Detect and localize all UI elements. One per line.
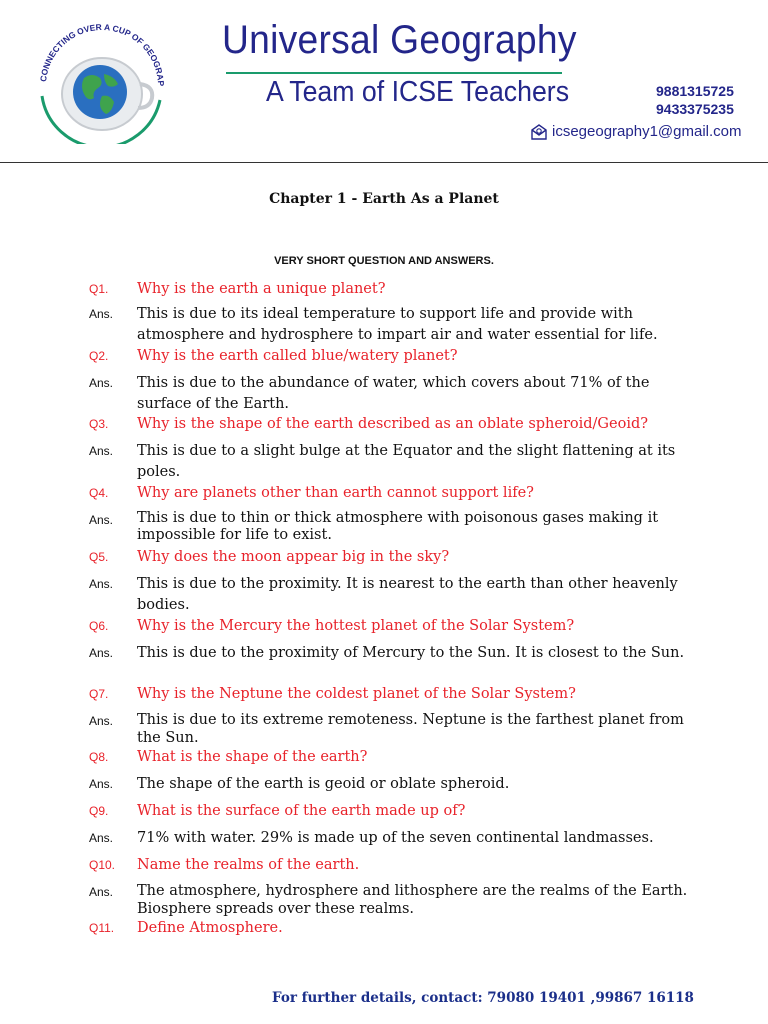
header-divider [0,162,768,163]
email-row [530,123,742,140]
email-address[interactable]: icsegeography1@gmail.com [552,123,742,140]
answer-text: This is due to a slight bulge at the Equator and the slight flattening at its poles. [137,443,676,480]
answer-text: This is due to its extreme remoteness. Neptune is the farthest planet from the Sun. [137,712,684,746]
question-label: Q9. [89,804,109,818]
question-text: Why is the shape of the earth described as an oblate spheroid/Geoid? [137,416,649,432]
question-text: Why is the Neptune the coldest planet of the Solar System? [137,686,576,702]
globe-in-cup-icon [32,14,172,144]
answer-text: The atmosphere, hydrosphere and lithosphere are the realms of the Earth. Biosphere spreads over these realms. [137,883,688,917]
answer-label: Ans. [89,513,114,527]
question-text: Why does the moon appear big in the sky? [137,549,450,565]
question-label: Q3. [89,417,109,431]
answer-label: Ans. [89,376,114,390]
phone-number-2: 9433375235 [656,101,734,117]
question-label: Q1. [89,282,109,296]
brand-logo [32,14,172,144]
section-title: VERY SHORT QUESTION AND ANSWERS. [274,255,494,267]
answer-label: Ans. [89,777,114,791]
question-label: Q7. [89,687,109,701]
question-label: Q2. [89,349,109,363]
brand-underline [226,72,562,74]
brand-subtitle: A Team of ICSE Teachers [266,76,570,108]
answer-label: Ans. [89,646,114,660]
email-envelope-icon [530,124,548,140]
question-text: Name the realms of the earth. [137,857,360,873]
answer-text: The shape of the earth is geoid or oblate spheroid. [137,776,510,792]
answer-text: This is due to its ideal temperature to support life and provide with atmosphere and hydrosphere to impart air and water essential for life. [137,306,658,343]
question-label: Q10. [89,858,116,872]
chapter-title: Chapter 1 - Earth As a Planet [269,191,499,207]
answer-label: Ans. [89,444,114,458]
answer-label: Ans. [89,831,114,845]
question-text: Why are planets other than earth cannot support life? [137,485,534,501]
question-text: Why is the earth a unique planet? [137,281,386,297]
question-label: Q4. [89,486,109,500]
question-text: What is the shape of the earth? [137,749,368,765]
answer-text: This is due to the abundance of water, which covers about 71% of the surface of the Earth. [137,375,650,412]
question-label: Q8. [89,750,109,764]
answer-text: This is due to the proximity. It is nearest to the earth than other heavenly bodies. [137,576,678,613]
question-text: Why is the Mercury the hottest planet of the Solar System? [137,618,575,634]
logo-ring-text: CONNECTING OVER A CUP OF GEOGRAP [38,21,167,87]
footer-contact: For further details, contact: 79080 19401 ,99867 16118 [272,990,694,1006]
answer-label: Ans. [89,577,114,591]
question-text: Define Atmosphere. [137,920,283,936]
question-text: Why is the earth called blue/watery planet? [137,348,458,364]
question-text: What is the surface of the earth made up of? [137,803,466,819]
phone-number-1: 9881315725 [656,83,734,99]
question-label: Q11. [89,921,115,935]
answer-text: This is due to the proximity of Mercury to the Sun. It is closest to the Sun. [137,645,685,661]
answer-text: 71% with water. 29% is made up of the seven continental landmasses. [137,830,654,846]
question-label: Q5. [89,550,109,564]
brand-title: Universal Geography [222,18,577,62]
answer-label: Ans. [89,307,114,321]
answer-text: This is due to thin or thick atmosphere with poisonous gases making it impossible for life to exist. [137,510,659,543]
answer-label: Ans. [89,885,114,899]
question-label: Q6. [89,619,109,633]
answer-label: Ans. [89,714,114,728]
